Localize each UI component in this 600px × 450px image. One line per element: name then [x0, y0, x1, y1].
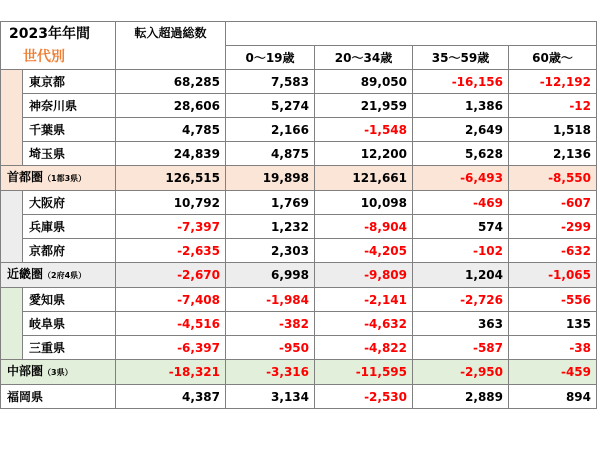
- region-name: 中部圏: [7, 364, 44, 378]
- total-value-cell: -459: [509, 360, 597, 385]
- chubu-group-band: [1, 288, 23, 360]
- region-total-label: [1, 360, 116, 385]
- region-name: 首都圏: [7, 170, 44, 184]
- value-cell: -299: [509, 215, 597, 239]
- value-cell: 1,386: [413, 94, 509, 118]
- value-cell: -469: [413, 191, 509, 215]
- value-cell: 3,134: [226, 385, 315, 409]
- value-cell: 1,769: [226, 191, 315, 215]
- table-row: [1, 118, 597, 142]
- shutoken-total-row: [1, 166, 597, 191]
- value-cell: 10,792: [116, 191, 226, 215]
- value-cell: 89,050: [315, 70, 413, 94]
- value-cell: -102: [413, 239, 509, 263]
- total-value-cell: -11,595: [315, 360, 413, 385]
- value-cell: -7,397: [116, 215, 226, 239]
- value-cell: 574: [413, 215, 509, 239]
- value-cell: 68,285: [116, 70, 226, 94]
- value-cell: -16,156: [413, 70, 509, 94]
- header-row-2: [1, 46, 597, 70]
- region-note: （1都3県）: [43, 174, 87, 183]
- value-cell: -4,205: [315, 239, 413, 263]
- total-value-cell: 121,661: [315, 166, 413, 191]
- total-value-cell: -1,065: [509, 263, 597, 288]
- value-cell: -4,822: [315, 336, 413, 360]
- value-cell: -7,408: [116, 288, 226, 312]
- value-cell: 2,136: [509, 142, 597, 166]
- value-cell: -12,192: [509, 70, 597, 94]
- prefecture-name: 三重県: [23, 336, 116, 360]
- prefecture-name: 岐阜県: [23, 312, 116, 336]
- table-title: 2023年年間: [1, 22, 116, 46]
- header-row-1: [1, 22, 597, 46]
- value-cell: -8,904: [315, 215, 413, 239]
- value-cell: -2,141: [315, 288, 413, 312]
- value-cell: 894: [509, 385, 597, 409]
- value-cell: -382: [226, 312, 315, 336]
- prefecture-name: 兵庫県: [23, 215, 116, 239]
- region-note: （3県）: [43, 368, 73, 377]
- total-value-cell: 1,204: [413, 263, 509, 288]
- column-header-age-0-19: 0～19歳: [226, 46, 315, 70]
- table-row: [1, 239, 597, 263]
- value-cell: 1,518: [509, 118, 597, 142]
- value-cell: 2,889: [413, 385, 509, 409]
- table-row: [1, 385, 597, 409]
- prefecture-name: 東京都: [23, 70, 116, 94]
- total-value-cell: 19,898: [226, 166, 315, 191]
- prefecture-name: 千葉県: [23, 118, 116, 142]
- value-cell: -6,397: [116, 336, 226, 360]
- column-header-age-20-34: 20～34歳: [315, 46, 413, 70]
- table-row: [1, 336, 597, 360]
- value-cell: 7,583: [226, 70, 315, 94]
- value-cell: -587: [413, 336, 509, 360]
- value-cell: -1,984: [226, 288, 315, 312]
- prefecture-name: 埼玉県: [23, 142, 116, 166]
- value-cell: -556: [509, 288, 597, 312]
- value-cell: 5,628: [413, 142, 509, 166]
- table-row: [1, 288, 597, 312]
- value-cell: 135: [509, 312, 597, 336]
- total-value-cell: -9,809: [315, 263, 413, 288]
- value-cell: 2,166: [226, 118, 315, 142]
- value-cell: -2,726: [413, 288, 509, 312]
- value-cell: 5,274: [226, 94, 315, 118]
- value-cell: 4,387: [116, 385, 226, 409]
- table-row: [1, 312, 597, 336]
- value-cell: 28,606: [116, 94, 226, 118]
- value-cell: -632: [509, 239, 597, 263]
- prefecture-name: 神奈川県: [23, 94, 116, 118]
- value-cell: 21,959: [315, 94, 413, 118]
- migration-by-generation-table: [0, 21, 597, 409]
- table-row: [1, 94, 597, 118]
- value-cell: 4,785: [116, 118, 226, 142]
- region-total-label: [1, 263, 116, 288]
- value-cell: -12: [509, 94, 597, 118]
- shutoken-group-band: [1, 70, 23, 166]
- prefecture-name: 愛知県: [23, 288, 116, 312]
- region-name: 近畿圏: [7, 267, 44, 281]
- value-cell: -2,530: [315, 385, 413, 409]
- value-cell: -4,516: [116, 312, 226, 336]
- table-row: [1, 215, 597, 239]
- value-cell: 363: [413, 312, 509, 336]
- prefecture-name: 京都府: [23, 239, 116, 263]
- value-cell: -1,548: [315, 118, 413, 142]
- prefecture-name: 福岡県: [1, 385, 116, 409]
- column-header-total: 転入超過総数: [116, 22, 226, 70]
- value-cell: 12,200: [315, 142, 413, 166]
- chubu-total-row: [1, 360, 597, 385]
- total-value-cell: -6,493: [413, 166, 509, 191]
- kinki-group-band: [1, 191, 23, 263]
- total-value-cell: -3,316: [226, 360, 315, 385]
- table-row: [1, 191, 597, 215]
- total-value-cell: 126,515: [116, 166, 226, 191]
- prefecture-name: 大阪府: [23, 191, 116, 215]
- value-cell: 24,839: [116, 142, 226, 166]
- total-value-cell: -2,950: [413, 360, 509, 385]
- value-cell: 1,232: [226, 215, 315, 239]
- total-value-cell: 6,998: [226, 263, 315, 288]
- value-cell: 2,649: [413, 118, 509, 142]
- table-subtitle: 世代別: [1, 46, 116, 70]
- header-spacer: [226, 22, 597, 46]
- value-cell: -2,635: [116, 239, 226, 263]
- table-row: [1, 70, 597, 94]
- value-cell: 2,303: [226, 239, 315, 263]
- column-header-age-35-59: 35～59歳: [413, 46, 509, 70]
- total-value-cell: -18,321: [116, 360, 226, 385]
- value-cell: -38: [509, 336, 597, 360]
- column-header-age-60-plus: 60歳～: [509, 46, 597, 70]
- region-total-label: [1, 166, 116, 191]
- value-cell: -607: [509, 191, 597, 215]
- region-note: （2府4県）: [43, 271, 87, 280]
- table-row: [1, 142, 597, 166]
- value-cell: -4,632: [315, 312, 413, 336]
- population-table-container: [0, 21, 597, 409]
- kinki-total-row: [1, 263, 597, 288]
- value-cell: -950: [226, 336, 315, 360]
- total-value-cell: -2,670: [116, 263, 226, 288]
- value-cell: 4,875: [226, 142, 315, 166]
- total-value-cell: -8,550: [509, 166, 597, 191]
- value-cell: 10,098: [315, 191, 413, 215]
